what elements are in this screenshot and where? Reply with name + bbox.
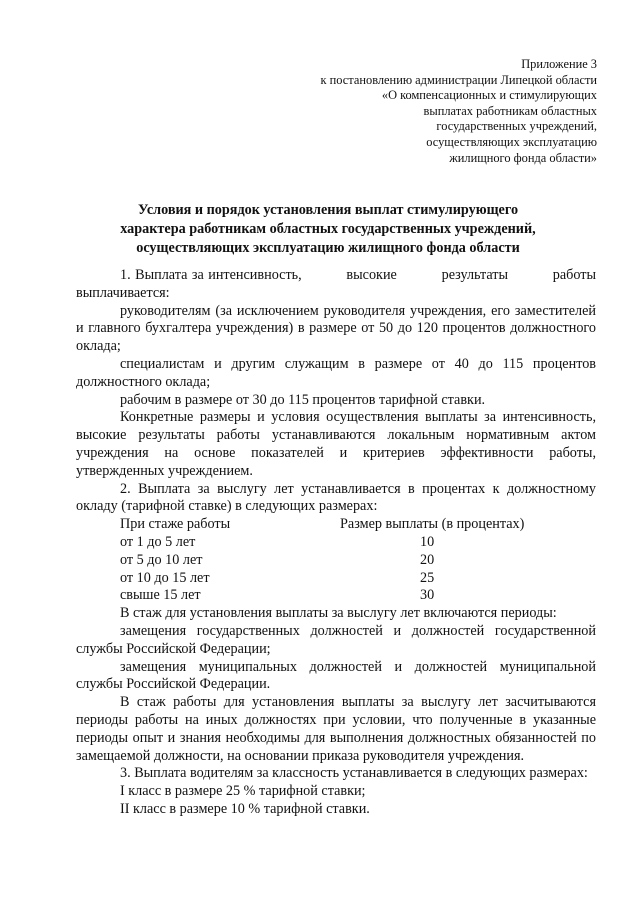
paragraph-drivers-class: 3. Выплата водителям за классность устанавливается в следующих размерах:: [120, 765, 588, 782]
paragraph-seniority: 2. Выплата за выслугу лет устанавливается в процентах к должностному окладу (тарифной ставке) в следующих размерах:: [76, 480, 596, 515]
seniority-row: [120, 534, 596, 552]
seniority-period: от 5 до 10 лет: [120, 551, 203, 568]
paragraph-class-2: II класс в размере 10 % тарифной ставки.: [120, 800, 370, 817]
title-line: характера работникам областных государственных учреждений,: [120, 221, 536, 237]
paragraph-other-positions: В стаж работы для установления выплаты за выслугу лет засчитываются периоды работы на иных должностях при условии, что полученные в указанные периоды опыт и знания необходимы для выполнения должностных обязанностей по замещаемой должности, на основании приказа руководителя учреждения.: [76, 694, 596, 764]
seniority-value: 30: [420, 587, 435, 604]
seniority-header-row: [120, 516, 596, 534]
seniority-row: [120, 587, 596, 605]
appendix-line: жилищного фонда области»: [449, 150, 597, 165]
paragraph-specific-conditions: Конкретные размеры и условия осуществления выплаты за интенсивность, высокие результаты работы устанавливаются локальным нормативным актом учреждения на основе показателей и критериев эффективности работы, утвержденных учреждением.: [76, 409, 596, 479]
document-body: [76, 267, 600, 819]
seniority-header-value: Размер выплаты (в процентах): [340, 516, 525, 533]
paragraph-intensity: 1. Выплата за интенсивность, высокие результаты работы выплачивается:: [76, 267, 600, 301]
paragraph-state-service: замещения государственных должностей и должностей государственной службы Российской Федерации;: [76, 622, 596, 657]
seniority-period: от 10 до 15 лет: [120, 569, 210, 586]
paragraph-municipal-service: замещения муниципальных должностей и должностей муниципальной службы Российской Федерации.: [76, 658, 596, 693]
appendix-header: [321, 57, 597, 166]
seniority-value: 20: [420, 551, 435, 568]
seniority-period: свыше 15 лет: [120, 587, 201, 604]
title-line: осуществляющих эксплуатацию жилищного фонда области: [136, 240, 520, 256]
appendix-line: осуществляющих эксплуатацию: [426, 134, 597, 149]
paragraph-specialists: специалистам и другим служащим в размере от 40 до 115 процентов должностного оклада;: [76, 355, 596, 390]
seniority-row: [120, 570, 596, 588]
appendix-line: «О компенсационных и стимулирующих: [381, 88, 597, 103]
paragraph-managers: руководителям (за исключением руководителя учреждения, его заместителей и главного бухгалтера учреждения) в размере от 50 до 120 процентов должностного оклада;: [76, 302, 596, 355]
appendix-line: Приложение 3: [521, 57, 597, 71]
title-line: Условия и порядок установления выплат стимулирующего: [137, 202, 519, 218]
seniority-header-period: При стаже работы: [120, 516, 231, 533]
seniority-value: 25: [420, 569, 435, 586]
appendix-line: выплатах работникам областных: [423, 103, 597, 118]
seniority-row: [120, 552, 596, 570]
seniority-value: 10: [420, 533, 435, 550]
seniority-table: [76, 516, 596, 605]
paragraph-workers: рабочим в размере от 30 до 115 процентов тарифной ставки.: [120, 391, 486, 408]
paragraph-class-1: I класс в размере 25 % тарифной ставки;: [120, 783, 366, 800]
appendix-line: к постановлению администрации Липецкой области: [320, 72, 597, 87]
seniority-period: от 1 до 5 лет: [120, 533, 196, 550]
paragraph-seniority-periods: В стаж для установления выплаты за выслугу лет включаются периоды:: [120, 605, 557, 622]
appendix-line: государственных учреждений,: [436, 119, 597, 134]
document-title: [76, 201, 580, 258]
